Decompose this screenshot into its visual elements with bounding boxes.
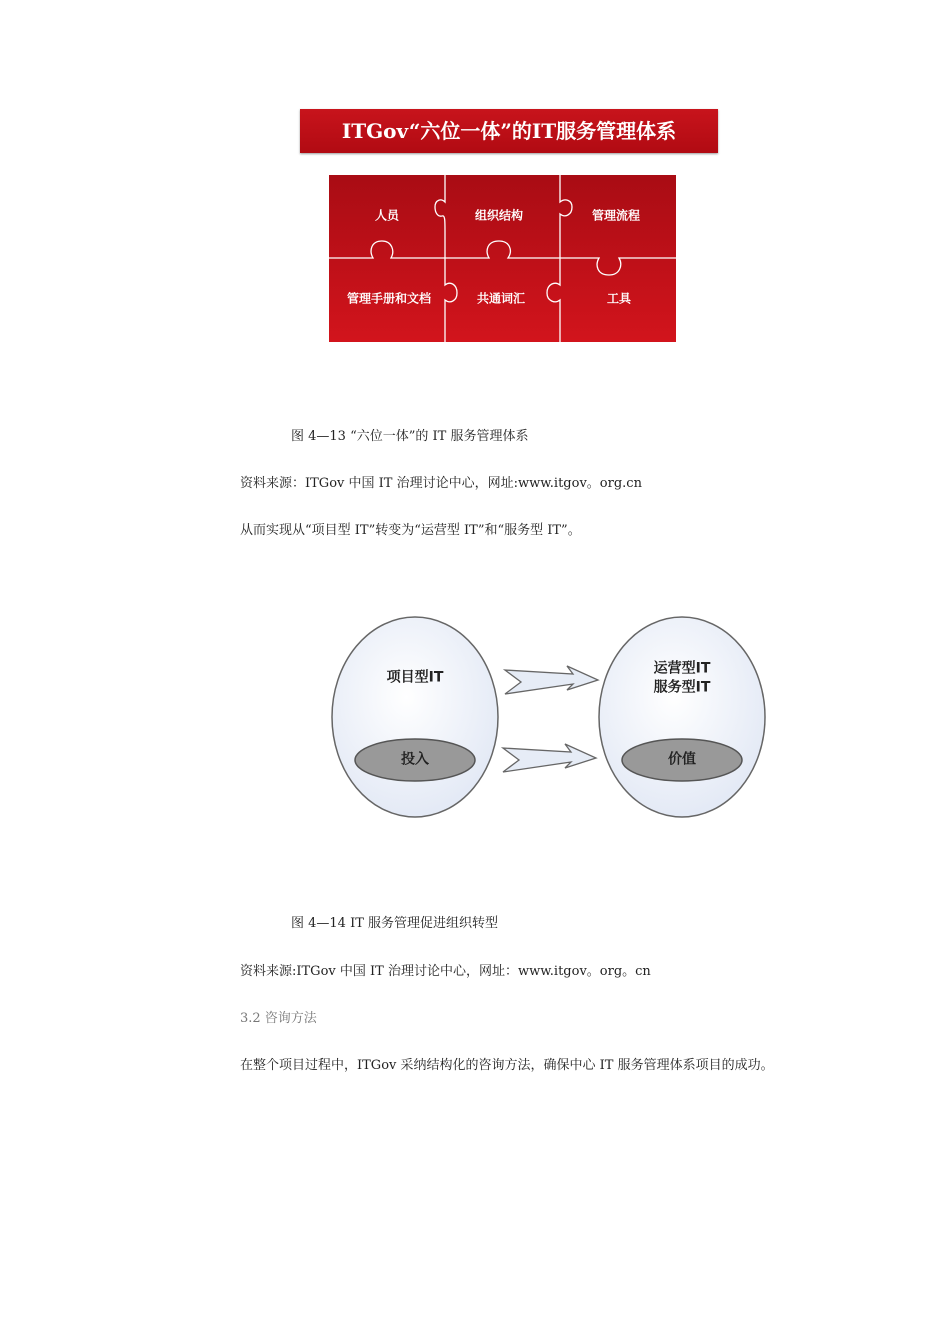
figure1-source: 资料来源：ITGov 中国 IT 治理讨论中心，网址:www.itgov。org.cn [240, 476, 642, 491]
puzzle-piece-vocabulary: 共通词汇 [476, 291, 526, 306]
puzzle-piece-manuals: 管理手册和文档 [346, 291, 432, 306]
paragraph-transition: 从而实现从“项目型 IT”转变为“运营型 IT”和“服务型 IT”。 [240, 523, 581, 538]
figure2-caption: 图 4—14 IT 服务管理促进组织转型 [291, 916, 499, 931]
transformation-diagram [325, 610, 775, 825]
right-inner-label: 价值 [668, 751, 696, 768]
arrow-bottom [503, 744, 596, 772]
arrow-top [505, 666, 598, 694]
right-ellipse-label-1: 运营型IT [653, 660, 711, 677]
paragraph-method: 在整个项目过程中，ITGov 采纳结构化的咨询方法，确保中心 IT 服务管理体系项目的成功。 [240, 1058, 774, 1073]
left-ellipse-label: 项目型IT [386, 669, 444, 686]
puzzle-graphic [329, 175, 676, 342]
puzzle-diagram [329, 175, 676, 342]
section-heading: 3.2 咨询方法 [240, 1011, 317, 1026]
figure2-source: 资料来源:ITGov 中国 IT 治理讨论中心，网址：www.itgov。org。cn [240, 964, 651, 979]
puzzle-piece-tools: 工具 [606, 291, 632, 306]
left-inner-label: 投入 [401, 751, 429, 768]
puzzle-piece-process: 管理流程 [591, 208, 641, 223]
figure1-title: ITGov“六位一体”的IT服务管理体系 [300, 109, 718, 153]
transformation-graphic [325, 610, 775, 825]
puzzle-piece-org-structure: 组织结构 [474, 208, 524, 223]
left-ellipse [332, 617, 498, 817]
figure1-caption: 图 4—13 “六位一体”的 IT 服务管理体系 [291, 429, 529, 444]
right-ellipse [599, 617, 765, 817]
right-ellipse-label-2: 服务型IT [653, 679, 711, 696]
puzzle-piece-personnel: 人员 [374, 208, 400, 223]
